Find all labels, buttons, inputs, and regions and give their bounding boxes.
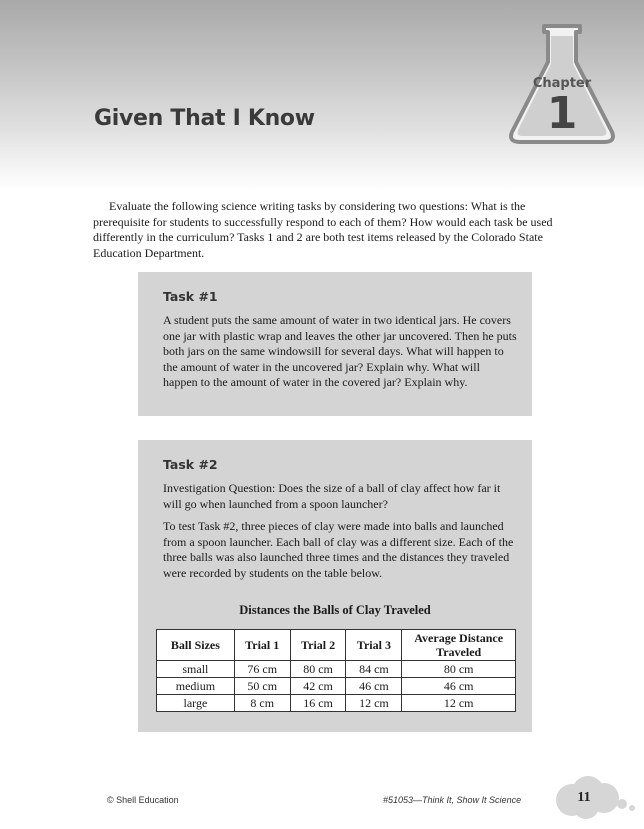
table-header-row xyxy=(157,630,516,661)
header-trial-2: Trial 2 xyxy=(290,630,346,661)
page-number: 11 xyxy=(577,790,591,805)
cell-trial-1: 50 cm xyxy=(234,678,290,695)
cell-trial-2: 42 cm xyxy=(290,678,346,695)
cell-size: large xyxy=(157,695,235,712)
header-ball-sizes: Ball Sizes xyxy=(157,630,235,661)
table-row xyxy=(157,678,516,695)
cell-trial-3: 46 cm xyxy=(346,678,402,695)
header-average-distance: Average Distance Traveled xyxy=(402,630,516,661)
task1-heading: Task #1 xyxy=(163,289,218,304)
table-row xyxy=(157,695,516,712)
table-row xyxy=(157,661,516,678)
intro-paragraph: Evaluate the following science writing tasks by considering two questions: What is the prerequisite for students to successfully respond to each of them? How would each task be used differently in the curriculum? Tasks 1 and 2 are both test items released by the Colorado State Education Department. xyxy=(93,199,553,260)
table-title: Distances the Balls of Clay Traveled xyxy=(239,603,431,617)
task2-description: To test Task #2, three pieces of clay were made into balls and launched from a spoon launcher. Each ball of clay was a different size. Each of the three balls was also launched three times and the distances they traveled were recorded by students on the table below. xyxy=(163,519,514,580)
clay-distance-table xyxy=(156,629,516,712)
task1-text: A student puts the same amount of water in two identical jars. He covers one jar with plastic wrap and leaves the other jar uncovered. Then he puts both jars on the same windowsill for several days. What will happen to the amount of water in the uncovered jar? Explain why. What will happen to the amount of water in the covered jar? Explain why. xyxy=(163,313,517,389)
cell-trial-1: 76 cm xyxy=(234,661,290,678)
header-trial-1: Trial 1 xyxy=(234,630,290,661)
cell-average: 80 cm xyxy=(402,661,516,678)
chapter-number: 1 xyxy=(546,88,578,139)
cell-trial-3: 12 cm xyxy=(346,695,402,712)
footer-product: #51053—Think It, Show It Science xyxy=(383,795,522,805)
cell-average: 12 cm xyxy=(402,695,516,712)
task2-heading: Task #2 xyxy=(163,457,218,472)
cell-trial-2: 16 cm xyxy=(290,695,346,712)
cell-trial-3: 84 cm xyxy=(346,661,402,678)
task2-question: Investigation Question: Does the size of a ball of clay affect how far it will go when launched from a spoon launcher? xyxy=(163,481,501,511)
footer-publisher: © Shell Education xyxy=(107,795,179,805)
cell-trial-1: 8 cm xyxy=(234,695,290,712)
cell-trial-2: 80 cm xyxy=(290,661,346,678)
cell-average: 46 cm xyxy=(402,678,516,695)
page-title: Given That I Know xyxy=(94,106,315,131)
cell-size: medium xyxy=(157,678,235,695)
header-trial-3: Trial 3 xyxy=(346,630,402,661)
chapter-label: Chapter xyxy=(532,76,592,91)
cell-size: small xyxy=(157,661,235,678)
